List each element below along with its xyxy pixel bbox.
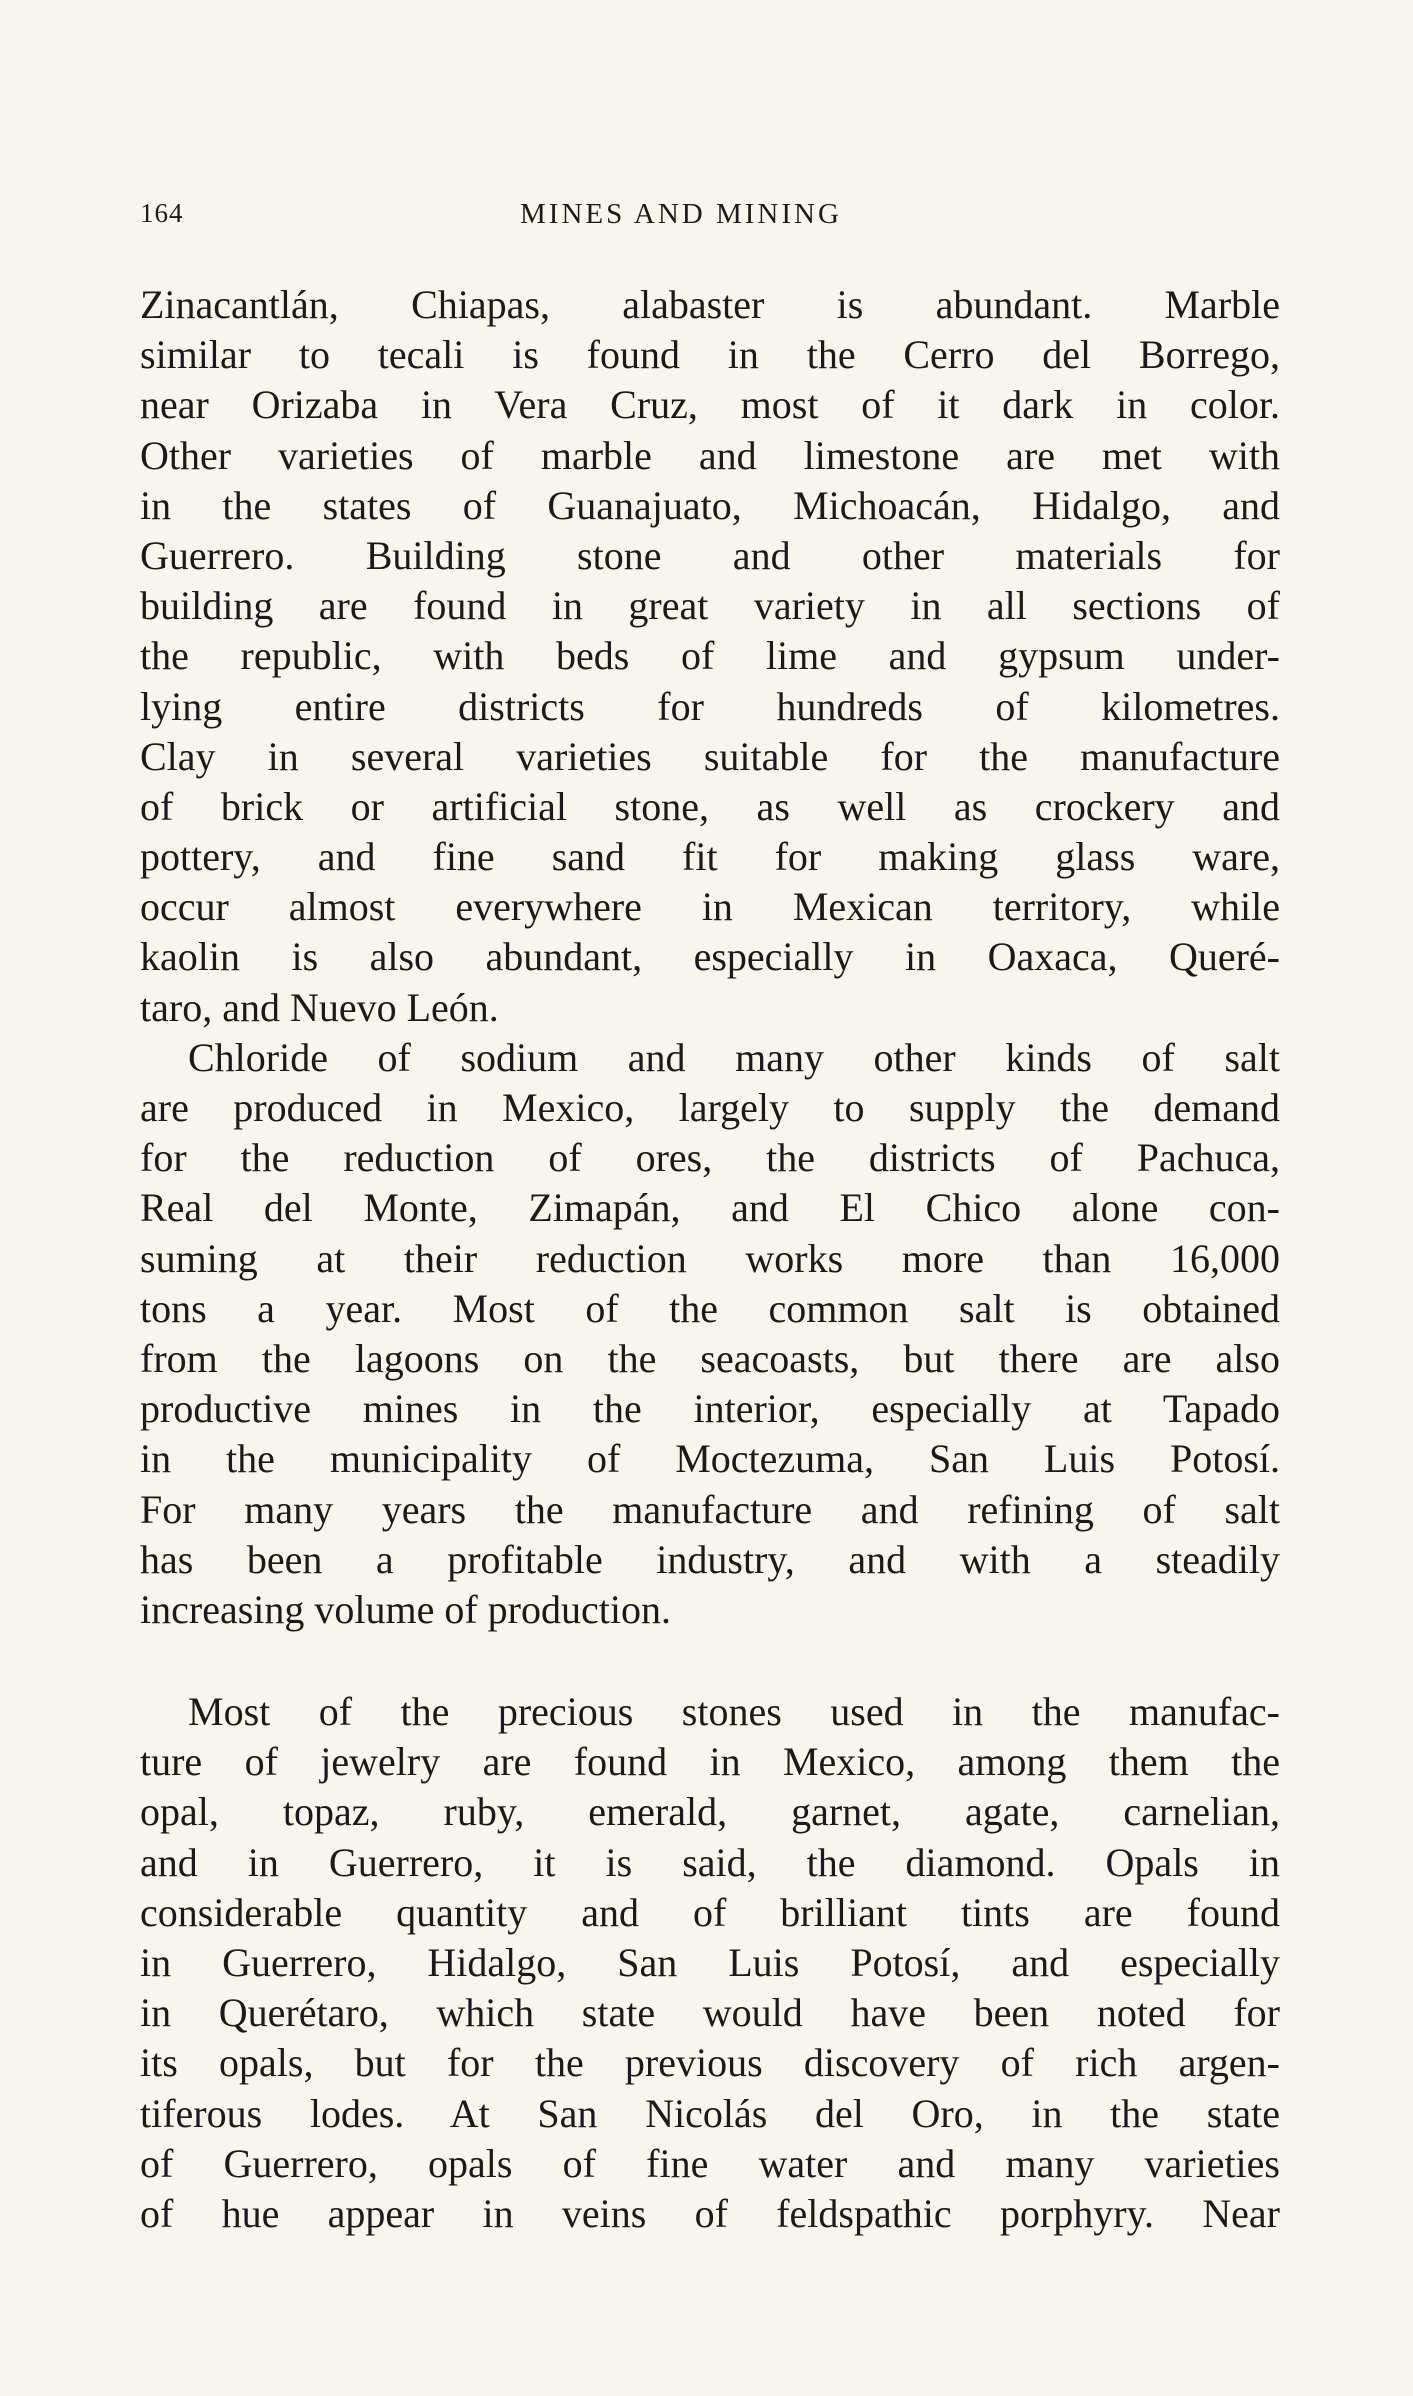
text-line: of hue appear in veins of feldspathic porphyry. Near (140, 2190, 1280, 2236)
text-line: Chloride of sodium and many other kinds of salt (188, 1034, 1280, 1080)
text-line: considerable quantity and of brilliant tints are found (140, 1889, 1280, 1935)
text-line: occur almost everywhere in Mexican territory, while (140, 884, 1280, 930)
text-line: Most of the precious stones used in the manufac- (188, 1689, 1280, 1735)
page-number: 164 (140, 198, 184, 228)
text-line: building are found in great variety in all sections of (140, 583, 1280, 629)
text-line: pottery, and fine sand fit for making glass ware, (140, 834, 1280, 880)
text-line: kaolin is also abundant, especially in Oaxaca, Queré- (140, 934, 1280, 980)
paragraph-alabaster-marble (140, 280, 1280, 1033)
text-line: For many years the manufacture and refining of salt (140, 1486, 1280, 1532)
text-line: from the lagoons on the seacoasts, but there are also (140, 1335, 1280, 1381)
paragraph-salt (140, 1033, 1280, 1635)
text-line: Real del Monte, Zimapán, and El Chico alone con- (140, 1185, 1280, 1231)
running-head (140, 198, 1280, 238)
text-line: increasing volume of production. (140, 1586, 671, 1632)
text-line: of brick or artificial stone, as well as crockery and (140, 783, 1280, 829)
text-line: and in Guerrero, it is said, the diamond. Opals in (140, 1839, 1280, 1885)
text-line: Guerrero. Building stone and other materials for (140, 532, 1280, 578)
text-line: lying entire districts for hundreds of kilometres. (140, 683, 1280, 729)
text-line: opal, topaz, ruby, emerald, garnet, agate, carnelian, (140, 1789, 1280, 1835)
text-line: tiferous lodes. At San Nicolás del Oro, in the state (140, 2090, 1280, 2136)
paragraph-precious-stones (140, 1687, 1280, 2239)
text-line: for the reduction of ores, the districts of Pachuca, (140, 1135, 1280, 1181)
text-line: suming at their reduction works more than 16,000 (140, 1235, 1280, 1281)
text-line: in Querétaro, which state would have been noted for (140, 1990, 1280, 2036)
text-line: tons a year. Most of the common salt is obtained (140, 1285, 1280, 1331)
text-line: productive mines in the interior, especially at Tapado (140, 1386, 1280, 1432)
text-line: its opals, but for the previous discovery of rich argen- (140, 2040, 1280, 2086)
text-line: has been a profitable industry, and with a steadily (140, 1536, 1280, 1582)
text-line: the republic, with beds of lime and gypsum under- (140, 633, 1280, 679)
text-line: are produced in Mexico, largely to supply the demand (140, 1085, 1280, 1130)
text-line: of Guerrero, opals of fine water and many varieties (140, 2140, 1280, 2186)
text-line: Clay in several varieties suitable for the manufacture (140, 733, 1280, 779)
text-line: near Orizaba in Vera Cruz, most of it dark in color. (140, 382, 1280, 428)
text-line: Zinacantlán, Chiapas, alabaster is abundant. Marble (140, 282, 1280, 327)
text-line: Other varieties of marble and limestone are met with (140, 432, 1280, 478)
section-gap (140, 1635, 1280, 1687)
running-title: MINES AND MINING (520, 198, 842, 230)
body-text (140, 280, 1280, 2239)
text-line: in Guerrero, Hidalgo, San Luis Potosí, and especially (140, 1940, 1280, 1985)
text-line: in the municipality of Moctezuma, San Luis Potosí. (140, 1436, 1280, 1482)
text-line: ture of jewelry are found in Mexico, among them the (140, 1739, 1280, 1785)
text-line: similar to tecali is found in the Cerro del Borrego, (140, 332, 1280, 378)
text-line: in the states of Guanajuato, Michoacán, Hidalgo, and (140, 482, 1280, 528)
text-line: taro, and Nuevo León. (140, 984, 499, 1030)
